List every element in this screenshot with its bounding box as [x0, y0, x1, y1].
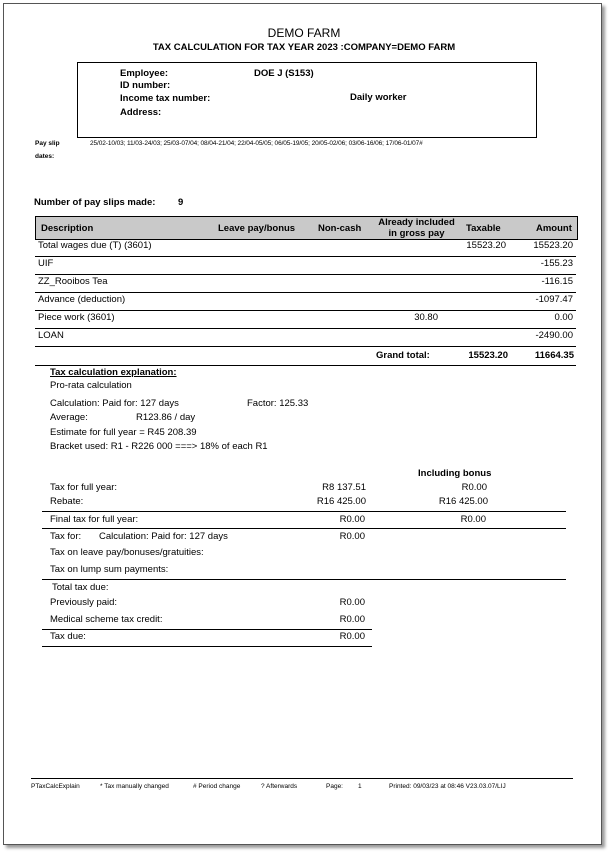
- divider: [42, 528, 566, 529]
- row-amount: -155.23: [540, 258, 573, 269]
- calculation-text: Calculation: Paid for: 127 days: [50, 398, 179, 409]
- row-description: Advance (deduction): [38, 294, 126, 305]
- row-amount: 0.00: [554, 312, 573, 323]
- col-leave: Leave pay/bonus: [218, 223, 296, 234]
- tax-for-value: R0.00: [339, 531, 365, 542]
- row-divider: [35, 310, 576, 311]
- factor-text: Factor: 125.33: [247, 398, 309, 409]
- divider: [42, 646, 372, 647]
- grand-total-amount: 11664.35: [534, 350, 574, 361]
- id-number-label: ID number:: [120, 80, 171, 91]
- bracket-text: Bracket used: R1 - R226 000 ===> 18% of each R1: [50, 441, 268, 452]
- final-tax-label: Final tax for full year:: [50, 514, 139, 525]
- tax-due-label: Tax due:: [50, 631, 86, 642]
- footer-printed: Printed: 09/03/23 at 08:46 V23.03.07/LIJ: [389, 783, 506, 790]
- row-description: Piece work (3601): [38, 312, 115, 323]
- col-description: Description: [41, 223, 94, 234]
- final-tax-bonus: R0.00: [460, 514, 486, 525]
- employee-label: Employee:: [120, 68, 169, 79]
- footer-page-value: 1: [358, 783, 362, 790]
- row-amount: -116.15: [541, 276, 573, 287]
- payslip-dates: 25/02-10/03; 11/03-24/03; 25/03-07/04; 08/04-21/04; 22/04-05/05; 06/05-19/05; 20/05-02/06; 03/06-16/06; 17/06-01/07#: [90, 140, 423, 147]
- previously-paid-label: Previously paid:: [50, 597, 118, 608]
- tax-full-year-label: Tax for full year:: [50, 482, 118, 493]
- col-amount: Amount: [536, 223, 572, 234]
- divider: [42, 629, 372, 630]
- average-value: R123.86 / day: [136, 412, 196, 423]
- tax-full-year-bonus: R0.00: [461, 482, 487, 493]
- tax-due-value: R0.00: [339, 631, 365, 642]
- row-divider: [35, 256, 576, 257]
- income-tax-label: Income tax number:: [120, 93, 211, 104]
- row-included: 30.80: [414, 312, 438, 323]
- row-divider: [35, 292, 576, 293]
- row-description: ZZ_Rooibos Tea: [38, 276, 108, 287]
- col-included-1: Already included: [378, 217, 455, 228]
- average-label: Average:: [50, 412, 88, 423]
- employee-value: DOE J (S153): [254, 68, 314, 79]
- payslip-label-2: dates:: [35, 153, 55, 160]
- prorata-text: Pro-rata calculation: [50, 380, 132, 391]
- grand-total-underline: [35, 365, 576, 366]
- grand-total-label: Grand total:: [376, 350, 430, 361]
- medical-credit-value: R0.00: [339, 614, 365, 625]
- report-subtitle: TAX CALCULATION FOR TAX YEAR 2023 :COMPANY=DEMO FARM: [152, 42, 456, 53]
- explanation-heading: Tax calculation explanation:: [50, 367, 177, 378]
- row-taxable: 15523.20: [466, 240, 506, 251]
- payslip-count-label: Number of pay slips made:: [34, 197, 156, 208]
- footer-period: # Period change: [193, 783, 241, 790]
- payslip-label-1: Pay slip: [35, 140, 60, 147]
- rebate-value: R16 425.00: [316, 496, 366, 507]
- address-label: Address:: [120, 107, 162, 118]
- row-amount: 15523.20: [533, 240, 573, 251]
- divider: [42, 511, 566, 512]
- tax-for-label: Tax for:: [50, 531, 82, 542]
- col-included-2: in gross pay: [388, 228, 445, 239]
- estimate-text: Estimate for full year = R45 208.39: [50, 427, 197, 438]
- footer-rule: [31, 778, 573, 779]
- row-divider: [35, 328, 576, 329]
- row-divider: [35, 346, 576, 347]
- total-due-label: Total tax due:: [52, 582, 109, 593]
- payslip-count-value: 9: [178, 197, 184, 208]
- final-tax-value: R0.00: [339, 514, 365, 525]
- report-page: [3, 3, 602, 845]
- lump-sum-label: Tax on lump sum payments:: [50, 564, 169, 575]
- rebate-label: Rebate:: [50, 496, 84, 507]
- employee-box: [77, 62, 537, 138]
- table-header: [35, 216, 578, 240]
- company-title: DEMO FARM: [267, 26, 341, 40]
- tax-full-year-value: R8 137.51: [322, 482, 366, 493]
- col-taxable: Taxable: [466, 223, 501, 234]
- footer-page-label: Page:: [326, 783, 343, 790]
- rebate-bonus: R16 425.00: [438, 496, 488, 507]
- row-description: LOAN: [38, 330, 64, 341]
- row-amount: -2490.00: [535, 330, 573, 341]
- row-description: UIF: [38, 258, 54, 269]
- col-noncash: Non-cash: [318, 223, 362, 234]
- worker-type: Daily worker: [350, 92, 407, 103]
- tax-for-calc: Calculation: Paid for: 127 days: [99, 531, 228, 542]
- footer-afterwards: ? Afterwards: [261, 783, 298, 790]
- leave-tax-label: Tax on leave pay/bonuses/gratuities:: [50, 547, 204, 558]
- row-description: Total wages due (T) (3601): [38, 240, 152, 251]
- footer-report: PTaxCalcExplain: [31, 783, 80, 790]
- medical-credit-label: Medical scheme tax credit:: [50, 614, 163, 625]
- divider: [42, 579, 566, 580]
- previously-paid-value: R0.00: [339, 597, 365, 608]
- including-bonus-heading: Including bonus: [418, 468, 492, 479]
- footer-manual: * Tax manually changed: [100, 783, 169, 790]
- row-amount: -1097.47: [535, 294, 573, 305]
- grand-total-taxable: 15523.20: [468, 350, 508, 361]
- row-divider: [35, 274, 576, 275]
